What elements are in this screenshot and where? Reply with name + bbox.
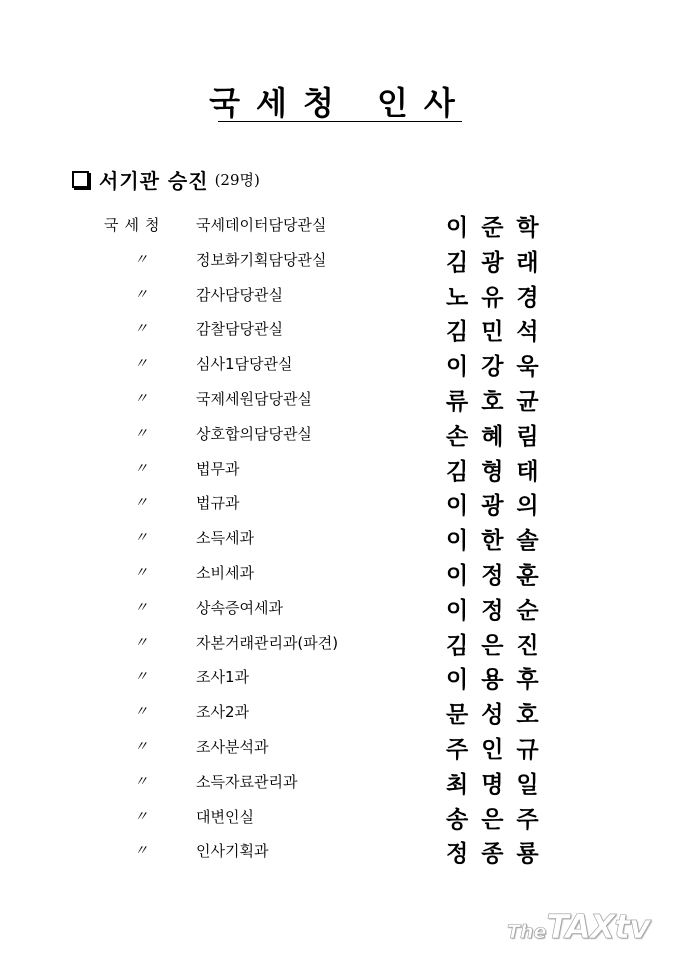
person-name: 노유경 [446,283,552,311]
title-underline [218,121,462,122]
person-name: 김광래 [446,248,552,276]
ditto-mark: 〃 [134,843,148,860]
person-name: 이광의 [446,492,552,520]
list-item [0,384,680,414]
list-item [0,662,680,692]
ditto-mark: 〃 [134,565,148,581]
department: 조사1과 [196,668,250,687]
list-item [0,593,680,623]
office-label: 국세청 [104,216,166,234]
ditto-mark: 〃 [134,704,148,721]
section-label: 서기관 승진 [99,168,209,193]
ditto-mark: 〃 [134,495,148,512]
department: 인사기획과 [196,842,269,861]
person-name: 주인규 [446,736,552,763]
section-header [72,164,260,194]
list-item [0,802,680,832]
list-item [0,454,680,484]
person-name: 김형태 [446,457,552,485]
department: 정보화기획담당관실 [196,250,327,269]
ditto-mark: 〃 [134,739,148,755]
page-title: 국세청 인사 [209,84,471,122]
person-name: 류호균 [446,388,552,415]
ditto-mark: 〃 [134,460,148,477]
ditto-mark: 〃 [134,356,148,373]
watermark-prefix: The [507,921,547,943]
department: 소비세과 [196,564,254,582]
list-item [0,697,680,727]
list-item [0,245,680,275]
person-name: 이정순 [446,596,552,624]
ditto-mark: 〃 [134,634,148,651]
ditto-mark: 〃 [134,286,148,303]
person-name: 최명일 [446,770,552,798]
department: 상호합의담당관실 [196,424,312,443]
list-item [0,488,680,518]
department: 법규과 [196,494,240,513]
list-item [0,732,680,762]
ditto-mark: 〃 [134,669,148,686]
watermark-brand: TAXtv [546,907,650,946]
department: 국세데이터담당관실 [196,216,327,234]
ditto-mark: 〃 [134,808,148,825]
department: 대변인실 [196,807,254,826]
person-name: 이정훈 [446,562,552,589]
department: 심사1담당관실 [196,355,293,374]
list-item [0,836,680,866]
checkbox-icon [72,171,89,188]
department: 감사담당관실 [196,285,283,304]
list-item [0,210,680,240]
list-item [0,349,680,379]
person-name: 문성호 [446,701,552,729]
ditto-mark: 〃 [134,391,148,407]
department: 소득자료관리과 [196,772,298,791]
section-count: (29명) [214,170,260,189]
person-name: 이강욱 [446,353,552,381]
ditto-mark: 〃 [134,530,148,547]
department: 감찰담당관실 [196,320,283,339]
list-item [0,280,680,310]
ditto-mark: 〃 [134,425,148,442]
person-name: 김민석 [446,318,552,346]
department: 법무과 [196,459,240,478]
person-name: 송은주 [446,805,552,833]
person-name: 손혜림 [446,422,552,450]
person-name: 이준학 [446,214,552,241]
list-item [0,558,680,588]
list-item [0,314,680,344]
ditto-mark: 〃 [134,251,148,268]
department: 소득세과 [196,529,254,548]
person-name: 이용후 [446,666,552,694]
person-name: 김은진 [446,631,552,659]
list-item [0,767,680,797]
watermark-logo [507,907,650,946]
ditto-mark: 〃 [134,773,148,790]
department: 자본거래관리과(파견) [196,633,339,652]
ditto-mark: 〃 [134,321,148,338]
list-item [0,419,680,449]
department: 조사분석과 [196,738,269,756]
list-item [0,628,680,658]
list-item [0,523,680,553]
department: 조사2과 [196,703,250,722]
ditto-mark: 〃 [134,599,148,616]
department: 국제세원담당관실 [196,390,312,408]
department: 상속증여세과 [196,598,283,617]
person-name: 이한솔 [446,527,552,555]
person-name: 정종룡 [446,840,552,868]
